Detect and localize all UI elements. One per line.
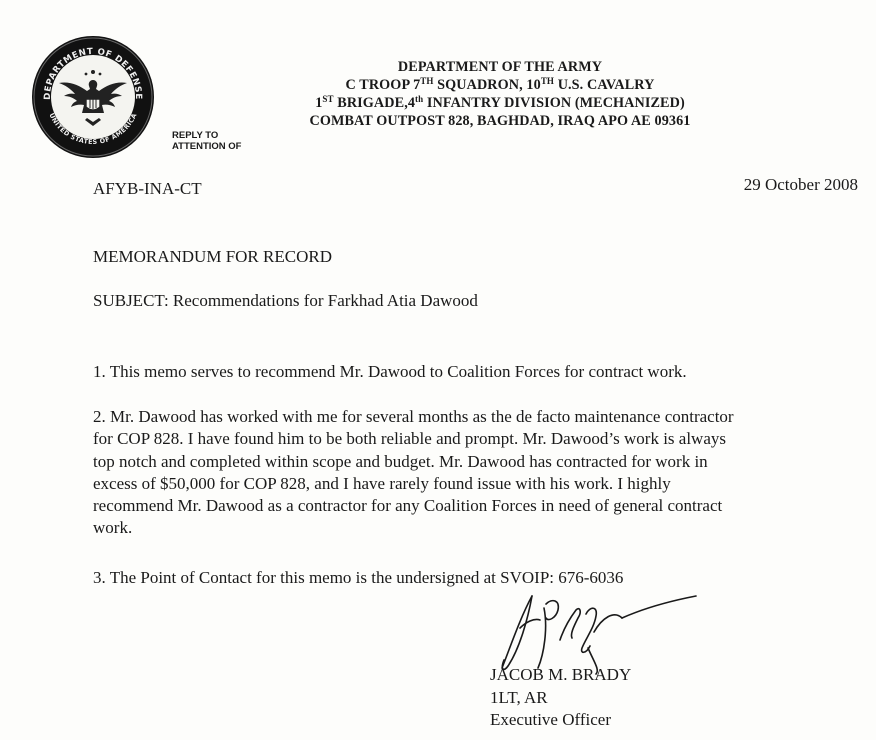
paragraph-2-line: 2. Mr. Dawood has worked with me for several months as the de facto maintenance contractor — [93, 407, 734, 426]
seal-text-bottom: UNITED STATES OF AMERICA — [47, 111, 139, 147]
paragraph-2-line: top notch and completed within scope and budget. Mr. Dawood has contracted for work in — [93, 451, 708, 471]
reply-to-label: REPLY TO ATTENTION OF — [172, 130, 242, 152]
letterhead-unit: C TROOP 7TH SQUADRON, 10TH U.S. CAVALRY — [345, 76, 655, 93]
letterhead-department: DEPARTMENT OF THE ARMY — [397, 59, 603, 75]
memo-date: 29 October 2008 — [743, 175, 858, 194]
memo-title: MEMORANDUM FOR RECORD — [93, 247, 332, 266]
letterhead-address: COMBAT OUTPOST 828, BAGHDAD, IRAQ APO AE 09361 — [309, 113, 691, 129]
paragraph-2-line: recommend Mr. Dawood as a contractor for any Coalition Forces in need of general contract — [93, 496, 723, 516]
department-of-defense-seal-icon — [30, 34, 156, 160]
signer-title: Executive Officer — [490, 710, 611, 729]
paragraph-2 — [93, 406, 863, 540]
paragraph-2-line: excess of $50,000 for COP 828, and I have rarely found issue with his work. I highly — [93, 473, 671, 493]
paragraph-2-line: for COP 828. I have found him to be both reliable and prompt. Mr. Dawood’s work is always — [93, 429, 726, 449]
paragraph-3: 3. The Point of Contact for this memo is the undersigned at SVOIP: 676-6036 — [93, 568, 624, 587]
letterhead — [250, 58, 750, 130]
letterhead-brigade: 1ST BRIGADE,4th INFANTRY DIVISION (MECHANIZED) — [315, 94, 685, 111]
paragraph-1: 1. This memo serves to recommend Mr. Dawood to Coalition Forces for contract work. — [93, 362, 687, 381]
seal-text-top: DEPARTMENT OF DEFENSE — [42, 46, 144, 100]
signature-block — [490, 664, 631, 732]
office-symbol: AFYB-INA-CT — [93, 179, 202, 198]
signer-name: JACOB M. BRADY — [490, 665, 632, 684]
signer-rank: 1LT, AR — [490, 687, 548, 707]
memo-subject: SUBJECT: Recommendations for Farkhad Atia Dawood — [93, 291, 478, 310]
paragraph-2-line: work. — [93, 518, 133, 538]
